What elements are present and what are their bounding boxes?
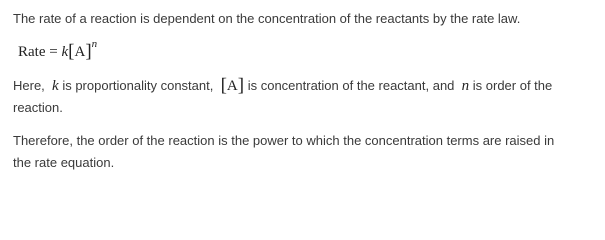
symbol-concentration-a: [A]	[220, 75, 245, 96]
definitions-line-1	[13, 75, 552, 97]
equation-species: A	[74, 44, 86, 60]
equation-bracket-open: [	[68, 41, 75, 62]
rate-law-intro: The rate of a reaction is dependent on the concentration of the reactants by the rate law.	[13, 11, 521, 26]
here-label: Here,	[13, 78, 45, 93]
equation-exponent: n	[91, 38, 98, 50]
equation-bracket-close: ]	[85, 41, 92, 62]
equation-k: k	[61, 44, 69, 60]
equation-equals: =	[49, 44, 58, 60]
k-description: is proportionality constant,	[62, 78, 214, 93]
conclusion-line-2: the rate equation.	[13, 155, 115, 170]
conclusion-line-1: Therefore, the order of the reaction is the power to which the concentration terms are raised in	[13, 133, 555, 148]
a-description: is concentration of the reactant, and	[247, 78, 455, 93]
definitions-line-2: reaction.	[13, 100, 63, 115]
n-description: is order of the	[472, 78, 553, 93]
symbol-k: k	[52, 78, 59, 94]
rate-law-equation	[18, 38, 98, 63]
symbol-n: n	[461, 78, 470, 94]
equation-lhs: Rate	[18, 44, 46, 60]
